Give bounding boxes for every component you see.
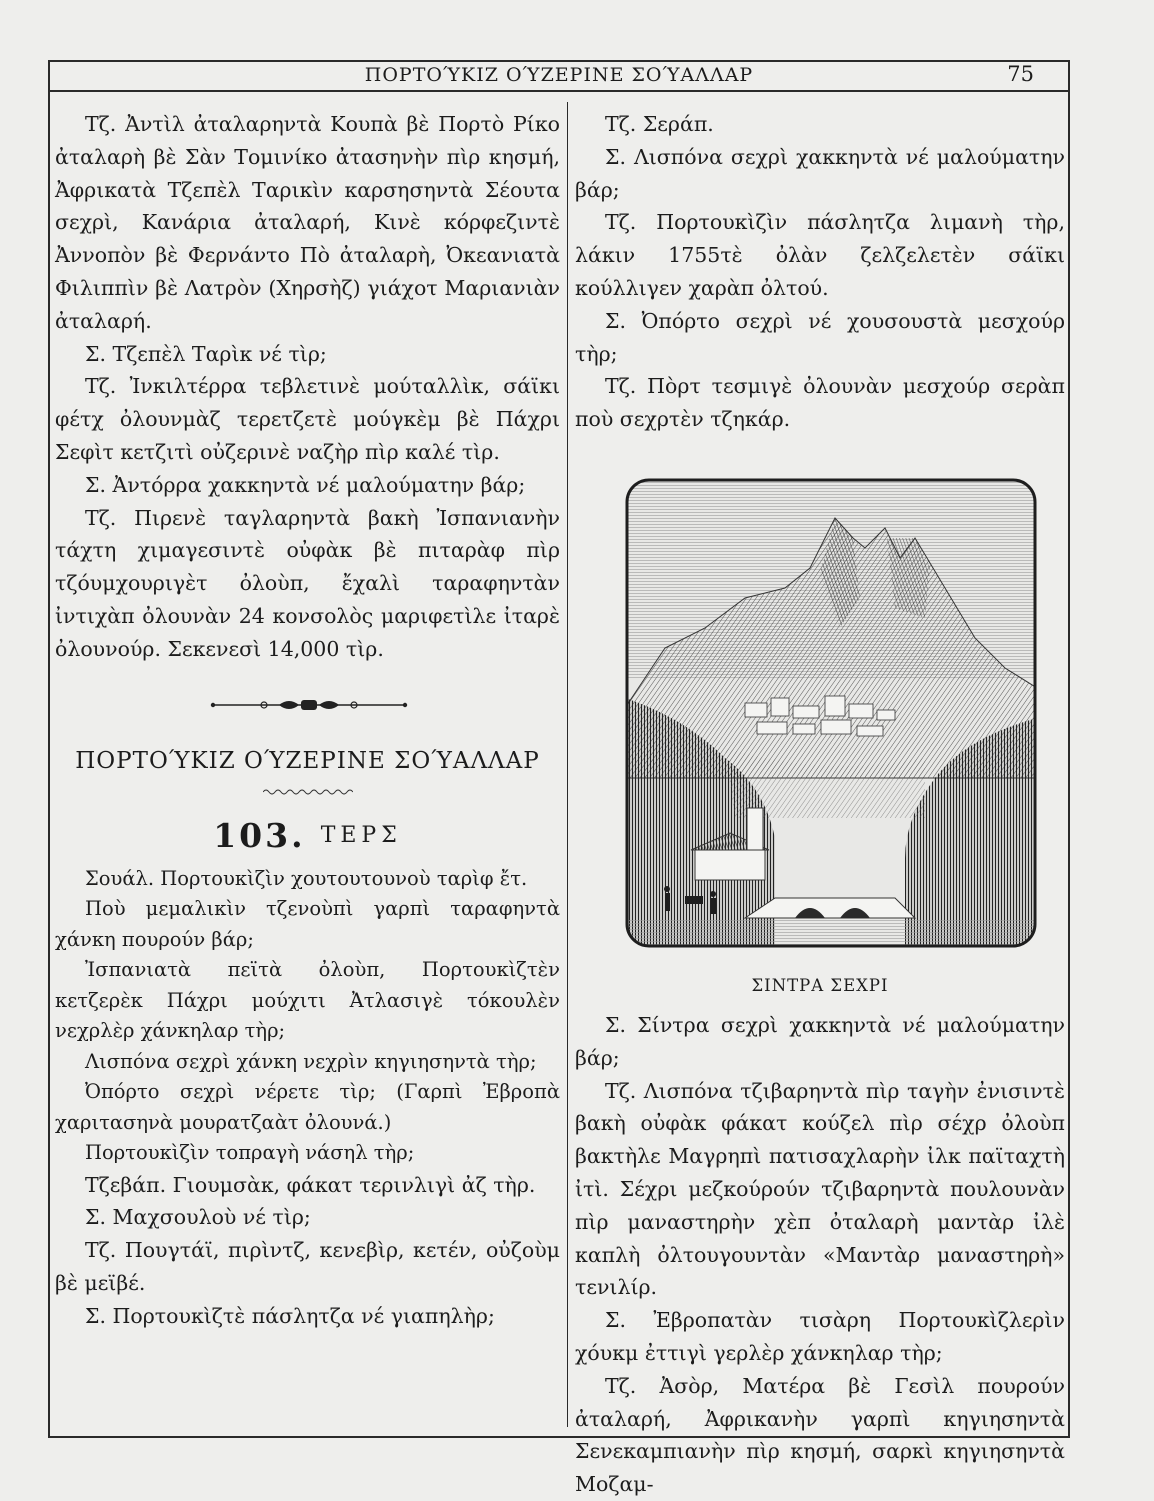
engraving-illustration: [625, 478, 1037, 948]
lesson-title: ΤΕΡΣ: [320, 822, 402, 848]
paragraph: Τζ. Πιρενὲ ταγλαρηντὰ βακὴ Ἰσπανιανὴν τάχτη χιμαγεσιντὲ οὐφὰκ βὲ πιταρὰφ πὶρ τζόυμχουριγὲτ ὀλοὺπ, ἔχαλὶ ταραφηντὰν ἰντιχὰπ ὀλουνὰν 24 κονσολὸς μαριφετὶλε ἰταρὲ ὀλουνούρ. Σεκενεσὶ 14,000 τὶρ.: [55, 505, 560, 661]
engraving-caption: ΣΙΝΤΡΑ ΣΕΧΡΙ: [751, 975, 889, 995]
lesson-number: 103.: [213, 815, 306, 855]
paragraph: Τζ. Πουγτάϊ, πιρὶντζ, κενεβὶρ, κετέν, οὐζοὺμ βὲ μεϊβέ.: [55, 1238, 560, 1295]
right-column: [575, 108, 1065, 1501]
paragraph: Τζ. Πὸρτ τεσμιγὲ ὀλουνὰν μεσχούρ σερὰπ ποὺ σεχρτὲν τζηκάρ.: [575, 374, 1065, 432]
paragraph: Σ. Ἐβροπατὰν τισὰρη Πορτουκὶζλερὶν χόυκμ ἐττιγὶ γερλὲρ χάνκηλαρ τὴρ;: [575, 1308, 1065, 1365]
running-title: ΠΟΡΤΟΎΚΙΖ ΟΎΖΕΡΙΝΕ ΣΟΎΑΛΛΑΡ: [364, 64, 754, 86]
lesson-heading: [55, 816, 560, 856]
section-title: ΠΟΡΤΟΎΚΙΖ ΟΎΖΕΡΙΝΕ ΣΟΎΑΛΛΑΡ: [75, 747, 540, 774]
paragraph: Ποὺ μεμαλικὶν τζενοὺπὶ γαρπὶ ταραφηντὰ χάνκη πουρούν βάρ;: [55, 897, 560, 951]
paragraph: Τζ. Σεράπ.: [605, 112, 714, 136]
sintra-engraving: [625, 478, 1037, 948]
paragraph: Λισπόνα σεχρὶ χάνκη νεχρὶν κηγιησηντὰ τὴρ;: [85, 1049, 537, 1073]
paragraph: Σουάλ. Πορτουκὶζὶν χουτουτουνοὺ ταρὶφ ἔτ.: [85, 866, 528, 890]
paragraph: Πορτουκὶζὶν τοπραγὴ νάσηλ τὴρ;: [85, 1141, 415, 1165]
paragraph: Σ. Ἀντόρρα χακκηντὰ νέ μαλούματην βάρ;: [85, 472, 526, 497]
paragraph: Τζ. Ἰνκιλτέρρα τεβλετινὲ μούταλλὶκ, σάϊκι φέτχ ὀλουνμὰζ τερετζετὲ μούγκὲμ βὲ Πάχρι Σεφὶτ κετζιτὶ οὐζερινὲ ναζὴρ πὶρ καλέ τὶρ.: [55, 374, 560, 464]
ornament-divider: [55, 694, 560, 716]
running-head: [48, 62, 1070, 92]
paragraph: Ὀπόρτο σεχρὶ νέρετε τὶρ; (Γαρπὶ Ἐβροπὰ χαριτασηνὰ μουρατζαὰτ ὀλουνά.): [55, 1080, 560, 1134]
paragraph: Τζ. Ἀντὶλ ἀταλαρηντὰ Κουπὰ βὲ Πορτὸ Ρίκο ἀταλαρὴ βὲ Σὰν Τομινίκο ἀτασηνὴν πὶρ κησμή, Ἀφρικατὰ Τζεπὲλ Ταρικὶν καρσησηντὰ Σέουτα σεχρὶ, Κανάρια ἀταλαρή, Κινὲ κόρφεζιντὲ Ἀννοπὸν βὲ Φερνάντο Πὸ ἀταλαρὴ, Ὀκεανιατὰ Φιλιππὶν βὲ Λατρὸν (Χηρσὴζ) γιάχοτ Μαριανιὰν ἀταλαρή.: [55, 112, 560, 333]
paragraph: Τζεβάπ. Γιουμσὰκ, φάκατ τερινλιγὶ ἀζ τὴρ.: [85, 1172, 536, 1197]
paragraph: Σ. Σίντρα σεχρὶ χακκηντὰ νέ μαλούματην βάρ;: [575, 1012, 1065, 1070]
paragraph: Σ. Μαχσουλοὺ νέ τὶρ;: [85, 1205, 311, 1230]
left-column: [55, 108, 560, 1333]
wavy-rule: [55, 782, 560, 794]
paragraph: Σ. Πορτουκὶζτὲ πάσλητζα νέ γιαπηλὴρ;: [85, 1303, 495, 1328]
paragraph: Τζ. Ἀσὸρ, Ματέρα βὲ Γεσὶλ πουρούν ἀταλαρή, Ἀφρικανὴν γαρπὶ κηγιησηντὰ Σενεκαμπιανὴν πὶρ κησμή, σαρκὶ κηγιησηντὰ Μοζαμ-: [575, 1373, 1065, 1497]
paragraph: Σ. Λισπόνα σεχρὶ χακκηντὰ νέ μαλούματην βάρ;: [575, 144, 1065, 202]
paragraph: Τζ. Πορτουκὶζὶν πάσλητζα λιμανὴ τὴρ, λάκιν 1755τὲ ὀλὰν ζελζελετὲν σάϊκι κούλλιγεν χαρὰπ ὀλτού.: [575, 210, 1065, 300]
column-divider: [567, 102, 568, 1427]
paragraph: Τζ. Λισπόνα τζιβαρηντὰ πὶρ ταγὴν ἐνισιντὲ βακὴ οὐφὰκ φάκατ κούζελ πὶρ σέχρ ὀλοὺπ βακτὴλε Μαγρηπὶ πατισαχλαρὴν ἰλκ παϊταχτὴ ἰτὶ. Σέχρι μεζκούρούν τζιβαρηντὰ πουλουνὰν πὶρ μαναστηρὴν χὲπ ὀταλαρὴ μαντὰρ ἰλὲ καπλὴ ὀλτουγουντὰν «Μαντὰρ μαναστηρὴ» τενιλίρ.: [575, 1078, 1065, 1300]
ornament-icon: [209, 694, 409, 716]
paragraph: Σ. Τζεπὲλ Ταρὶκ νέ τὶρ;: [85, 341, 327, 366]
paragraph: Σ. Ὀπόρτο σεχρὶ νέ χουσουστὰ μεσχούρ τὴρ;: [575, 308, 1065, 366]
paragraph: Ἰσπανιατὰ πεϊτὰ ὀλοὺπ, Πορτουκὶζτὲν κετζερὲκ Πάχρι μούχιτι Ἀτλασιγὲ τόκουλὲν νεχρλὲρ χάνκηλαρ τὴρ;: [55, 958, 560, 1043]
page-number: 75: [1007, 62, 1034, 86]
